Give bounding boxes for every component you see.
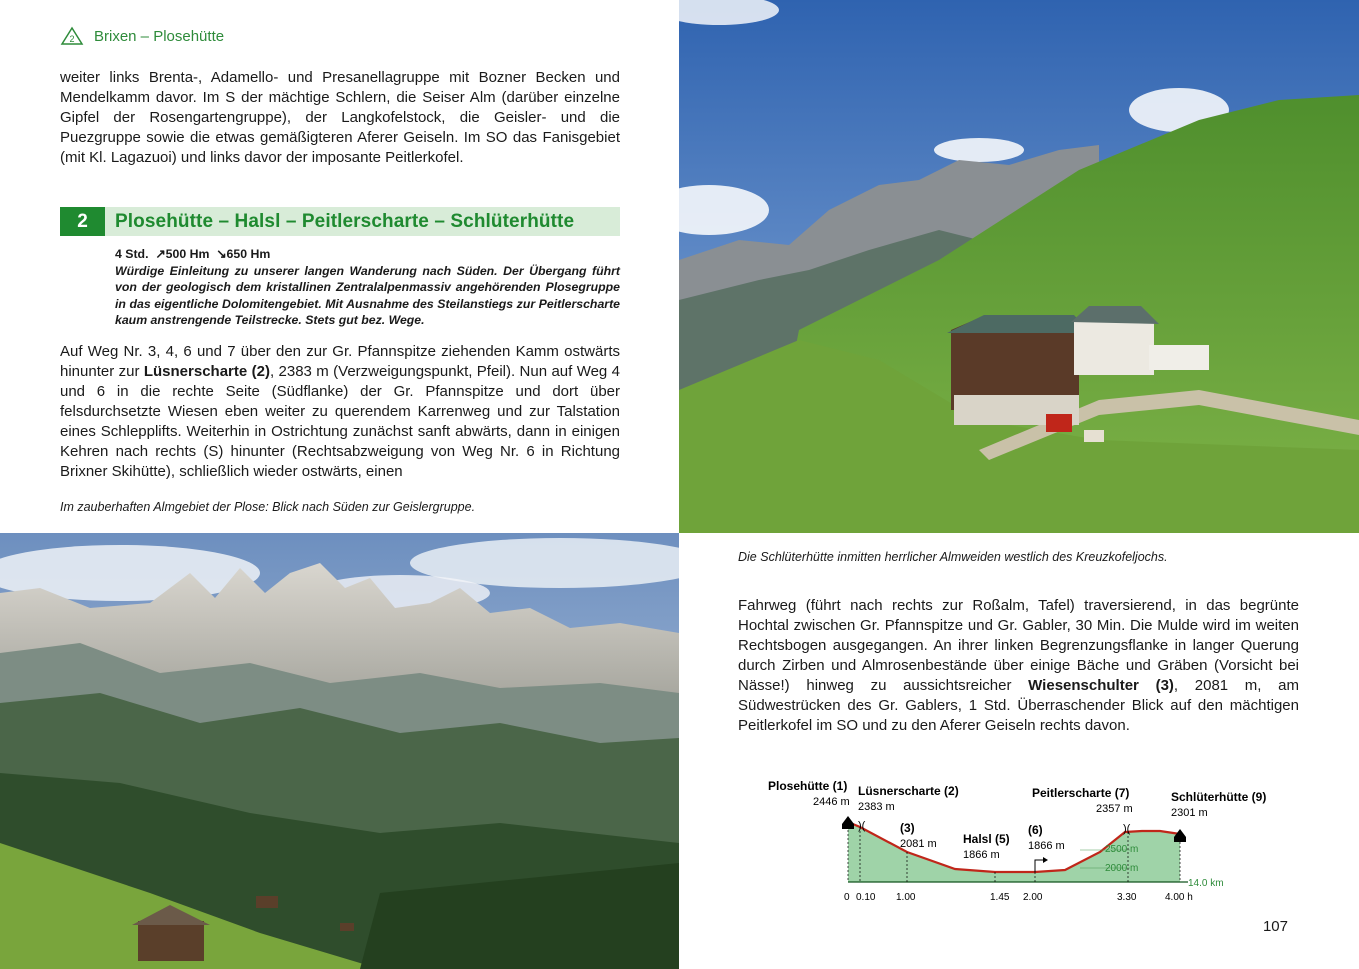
route-duration: 4 Std.	[115, 247, 149, 261]
intro-paragraph: weiter links Brenta-, Adamello- und Presanellagruppe mit Bozner Becken und Mendelkamm davor. Im S der mächtige Schlern, die Seiser Alm (darüber einzelne Gipfel der Rosengartengruppe), der Langkofelstock, die Geisler- und die Puezgruppe sowie die etwas gemäßigteren Aferer Geiseln. Im SO das Fanisgebiet (mit Kl. Lagazuoi) und links davor der imposante Peitlerkofel.	[60, 69, 620, 166]
body-text-right: Fahrweg (führt nach rechts zur Roßalm, Tafel) traversierend, in das begrünte Hochtal zwischen Gr. Pfannspitze und Gr. Gabler, 30 Min. Die Mulde wird im weiten Rechtsbogen ausgegangen. An ihrer linken Begrenzungsflanke in langer Querung durch Zirben und Almrosenbestände über einige Bäche und Gräben (Vorsicht bei Nässe!) hinweg zu aussichtsreicher Wiesenschulter (3), 2081 m, am Südwestrücken des Gr. Gablers, 1 Std. Überraschender Blick auf den mächtigen Peitlerkofel im SO und zu den Aferer Geiseln rechts davon.	[738, 597, 1299, 734]
profile-elev-3: 2081 m	[900, 838, 937, 850]
route-descent: 650 Hm	[226, 247, 271, 261]
profile-name-7: Peitlerscharte (7)	[1032, 786, 1130, 800]
profile-distance: 14.0 km	[1188, 878, 1224, 889]
caption-left: Im zauberhaften Almgebiet der Plose: Blick nach Süden zur Geislergruppe.	[60, 500, 476, 514]
tick-3: 1.45	[990, 892, 1010, 903]
profile-name-1: Plosehütte (1)	[768, 779, 848, 793]
profile-elev-7: 2357 m	[1096, 803, 1133, 815]
grid-label-2000: 2000 m	[1105, 863, 1139, 874]
route-number: 2	[60, 207, 105, 236]
profile-elev-6: 1866 m	[1028, 840, 1065, 852]
profile-name-9: Schlüterhütte (9)	[1171, 790, 1267, 804]
tick-2: 1.00	[896, 892, 916, 903]
tick-5: 3.30	[1117, 892, 1137, 903]
profile-name-3: (3)	[900, 821, 915, 835]
running-header	[60, 26, 224, 46]
profile-elev-1: 2446 m	[813, 796, 850, 808]
route-ascent: 500 Hm	[165, 247, 210, 261]
profile-elev-9: 2301 m	[1171, 807, 1208, 819]
svg-text:2: 2	[69, 34, 75, 44]
grid-label-2500: 2500 m	[1105, 844, 1139, 855]
route-info	[115, 246, 620, 329]
tick-0: 0	[844, 892, 850, 903]
hut-icon-start	[842, 816, 854, 829]
descent-arrow-icon: ↘	[216, 247, 227, 261]
profile-elev-2: 2383 m	[858, 801, 895, 813]
ascent-arrow-icon: ↗	[155, 247, 166, 261]
profile-name-5: Halsl (5)	[963, 832, 1010, 846]
route-stats	[115, 246, 620, 263]
route-description: Würdige Einleitung zu unserer langen Wanderung nach Süden. Der Übergang führt von der geologisch dem kristallinen Zentralalpenmassiv angehörenden Plosegruppe in das eigentliche Dolomitengebiet. Mit Ausnahme des Steilanstiegs zur Peitlerscharte kaum anstrengende Teilstrecke. Stets gut bez. Wege.	[115, 263, 620, 327]
body-text-left: Auf Weg Nr. 3, 4, 6 und 7 über den zur Gr. Pfannspitze ziehenden Kamm ostwärts hinunter zur Lüsnerscharte (2), 2383 m (Verzweigungspunkt, Pfeil). Nun auf Weg 4 und 6 in die rechte Seite (Südflanke) der Gr. Pfannspitze und dort über felsdurchsetzte Wiesen eben weiter zu querendem Karrenweg und zur Talstation eines Schlepplifts. Weiterhin in Ostrichtung zunächst sanft abwärts, dann in einigen Kehren nach rechts (S) hinunter (Rechtsabzweigung von Weg Nr. 6 in Richtung Brixner Skihütte), schließlich wieder ostwärts, einen	[60, 343, 621, 480]
route-heading	[60, 207, 620, 236]
route-2-triangle-icon	[60, 26, 84, 46]
route-title: Plosehütte – Halsl – Peitlerscharte – Schlüterhütte	[115, 210, 575, 232]
pass-icon-7: )(	[1123, 823, 1131, 835]
page-number: 107	[1262, 918, 1288, 935]
header-title: Brixen – Plosehütte	[94, 27, 225, 45]
photo-schlueterhuette	[679, 0, 1359, 533]
tick-6: 4.00 h	[1165, 892, 1193, 903]
elevation-profile	[760, 772, 1300, 907]
photo-geisler-group	[0, 533, 679, 969]
caption-right: Die Schlüterhütte inmitten herrlicher Almweiden westlich des Kreuzkofeljochs.	[738, 550, 1168, 564]
tick-4: 2.00	[1023, 892, 1043, 903]
tick-1: 0.10	[856, 892, 876, 903]
pass-icon-2: )(	[858, 820, 866, 832]
hut-icon-end	[1174, 829, 1186, 842]
profile-name-2: Lüsnerscharte (2)	[858, 784, 959, 798]
profile-name-6: (6)	[1028, 823, 1043, 837]
profile-elev-5: 1866 m	[963, 849, 1000, 861]
